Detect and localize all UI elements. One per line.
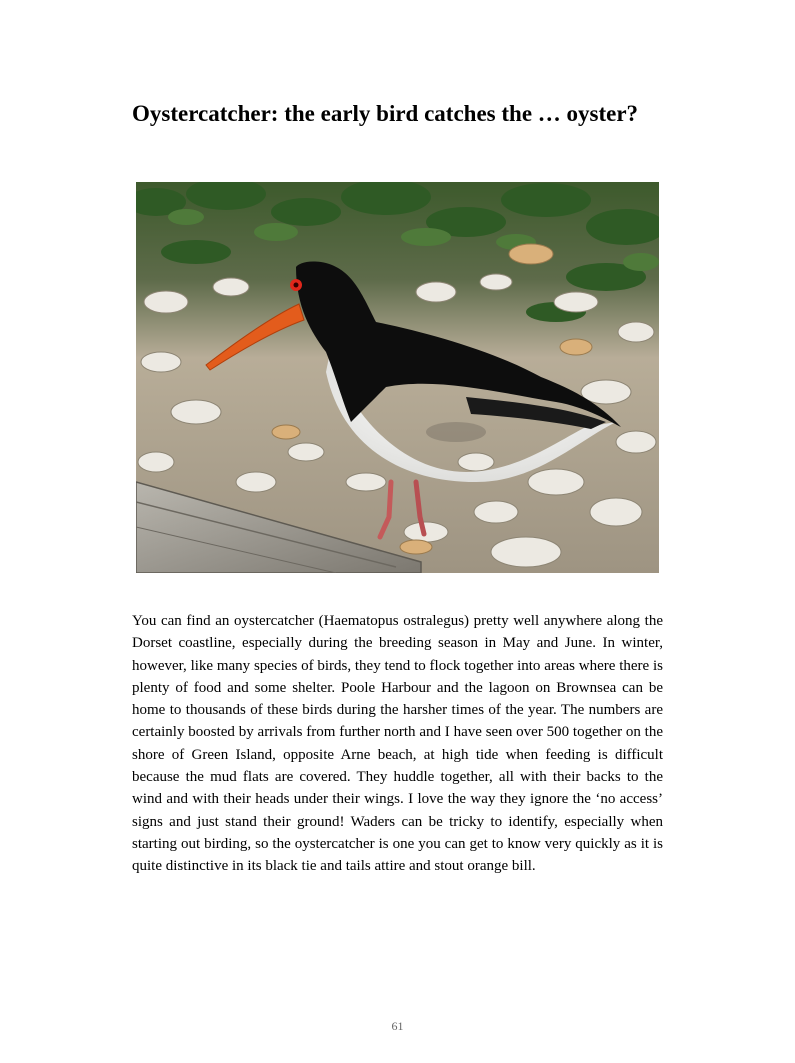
oystercatcher-photo: [136, 182, 659, 573]
page-number: 61: [391, 1019, 404, 1033]
body-paragraph: You can find an oystercatcher (Haematopus ostralegus) pretty well anywhere along the Dorset coastline, especially during the breeding season in May and June. In winter, however, like many species of birds, they tend to flock together into areas where there is plenty of food and some shelter. Poole Harbour and the lagoon on Brownsea can be home to thousands of these birds during the harsher times of the year. The numbers are certainly boosted by arrivals from further north and I have seen over 500 together on the shore of Green Island, opposite Arne beach, at high tide when feeding is difficult because the mud flats are covered. They huddle together, all with their backs to the wind and with their heads under their wings. I love the way they ignore the ‘no access’ signs and just stand their ground! Waders can be tricky to identify, especially when starting out birding, so the oystercatcher is one you can get to know very quickly as it is quite distinctive in its black tie and tails attire and stout orange bill.: [132, 613, 663, 875]
page-title: Oystercatcher: the early bird catches the … oyster?: [132, 101, 639, 126]
